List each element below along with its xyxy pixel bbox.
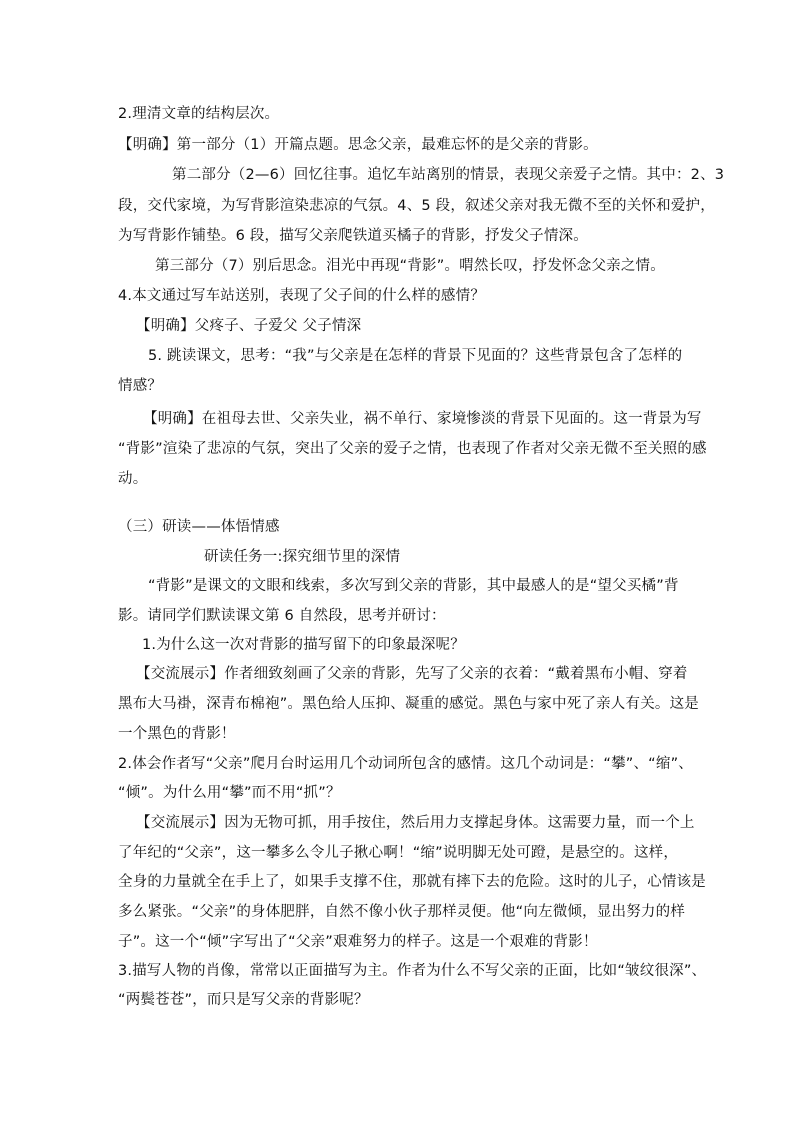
text-line: 4.本文通过写车站送别，表现了父子间的什么样的感情？ bbox=[118, 288, 486, 304]
text-line: 第三部分（7）别后思念。泪光中再现“背影”。喟然长叹，抒发怀念父亲之情。 bbox=[155, 258, 665, 274]
text-line: 2.体会作者写“父亲”爬月台时运用几个动词所包含的感情。这几个动词是：“攀”、“缩”、 bbox=[118, 756, 694, 772]
text-line: 【明确】第一部分（1）开篇点题。思念父亲，最难忘怀的是父亲的背影。 bbox=[118, 137, 598, 153]
text-line: “背影”渲染了悲凉的气氛，突出了父亲的爱子之情，也表现了作者对父亲无微不至关照的感 bbox=[118, 441, 707, 457]
text-line: 为写背影作铺垫。6 段，描写父亲爬铁道买橘子的背影，抒发父子情深。 bbox=[118, 228, 588, 244]
text-line: 了年纪的“父亲”，这一攀多么令儿子揪心啊！“缩”说明脚无处可蹬，是悬空的。这样， bbox=[118, 845, 679, 861]
text-line: 【交流展示】作者细致刻画了父亲的背影，先写了父亲的衣着：“戴着黑布小帽、穿着 bbox=[136, 666, 688, 682]
text-line: 5. 跳读课文，思考：“我”与父亲是在怎样的背景下见面的？这些背景包含了怎样的 bbox=[148, 348, 683, 364]
text-line: “背影”是课文的文眼和线索，多次写到父亲的背影，其中最感人的是“望父买橘”背 bbox=[148, 578, 679, 594]
text-line: 一个黑色的背影！ bbox=[118, 726, 236, 742]
text-line: 黑布大马褂，深青布棉袍”。黑色给人压抑、凝重的感觉。黑色与家中死了亲人有关。这是 bbox=[118, 696, 700, 712]
text-line: 子”。这一个“倾”字写出了“父亲”艰难努力的样子。这是一个艰难的背影！ bbox=[118, 934, 598, 950]
text-line: 第二部分（2—6）回忆往事。追忆车站离别的情景，表现父亲爱子之情。其中：2、3 bbox=[172, 167, 725, 183]
text-line: 【明确】在祖母去世、父亲失业，祸不单行、家境惨淡的背景下见面的。这一背景为写 bbox=[143, 411, 702, 427]
text-line: 1.为什么这一次对背影的描写留下的印象最深呢？ bbox=[142, 637, 465, 653]
section-heading: （三）研读——体悟情感 bbox=[118, 519, 280, 535]
text-line: 段，交代家境，为写背影渲染悲凉的气氛。4、5 段，叙述父亲对我无微不至的关怀和爱护， bbox=[118, 198, 715, 214]
text-line: 【明确】父疼子、子爱父 父子情深 bbox=[136, 318, 362, 334]
text-line: “两鬓苍苍”，而只是写父亲的背影呢？ bbox=[118, 992, 369, 1008]
text-line: “倾”。为什么用“攀”而不用“抓”？ bbox=[118, 785, 341, 801]
task-heading: 研读任务一:探究细节里的深情 bbox=[204, 549, 401, 565]
text-line: 【交流展示】因为无物可抓，用手按住，然后用力支撑起身体。这需要力量，而一个上 bbox=[136, 815, 695, 831]
text-line: 全身的力量就全在手上了，如果手支撑不住，那就有摔下去的危险。这时的儿子，心情该是 bbox=[118, 874, 706, 890]
text-line: 影。请同学们默读课文第 6 自然段，思考并研讨： bbox=[118, 608, 446, 624]
text-line: 2.理清文章的结构层次。 bbox=[118, 106, 280, 122]
text-line: 动。 bbox=[118, 471, 148, 487]
text-line: 3.描写人物的肖像，常常以正面描写为主。作者为什么不写父亲的正面，比如“皱纹很深”、 bbox=[118, 963, 707, 979]
text-line: 多么紧张。“父亲”的身体肥胖，自然不像小伙子那样灵便。他“向左微倾，显出努力的样 bbox=[118, 904, 686, 920]
text-line: 情感？ bbox=[118, 378, 163, 394]
